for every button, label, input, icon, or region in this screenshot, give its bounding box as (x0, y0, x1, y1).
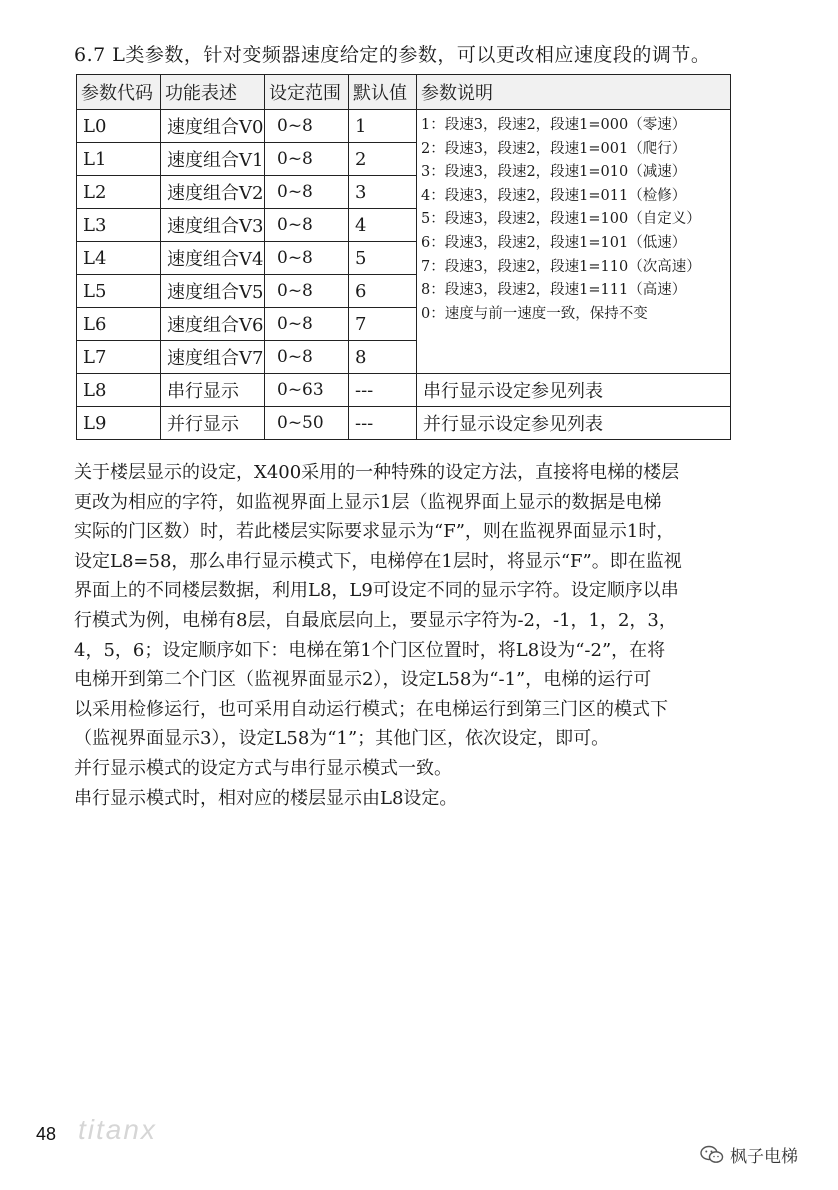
header-function: 功能表述 (161, 75, 265, 110)
param-default: --- (349, 407, 417, 440)
paragraph-line: （监视界面显示3），设定L58为“1”；其他门区，依次设定，即可。 (74, 728, 610, 750)
note-line: 4：段速3，段速2，段速1=011（检修） (421, 187, 687, 204)
param-code: L7 (77, 341, 161, 374)
param-range: 0~8 (265, 308, 349, 341)
wechat-icon (700, 1145, 724, 1165)
paragraph-line: 串行显示模式时，相对应的楼层显示由L8设定。 (74, 787, 458, 809)
param-default: 4 (349, 209, 417, 242)
param-range: 0~8 (265, 209, 349, 242)
paragraph-line: 界面上的不同楼层数据，利用L8，L9可设定不同的显示字符。设定顺序以串 (74, 580, 679, 602)
param-code: L3 (77, 209, 161, 242)
param-code: L1 (77, 143, 161, 176)
param-range: 0~8 (265, 143, 349, 176)
param-function: 速度组合V7 (161, 341, 265, 374)
table-header-row (77, 75, 731, 110)
param-default: 6 (349, 275, 417, 308)
note-line: 5：段速3，段速2，段速1=100（自定义） (421, 211, 701, 228)
param-range: 0~8 (265, 341, 349, 374)
param-range: 0~8 (265, 110, 349, 143)
paragraph-line: 关于楼层显示的设定，X400采用的一种特殊的设定方法，直接将电梯的楼层 (74, 462, 680, 483)
table-row (77, 407, 731, 440)
paragraph-line: 以采用检修运行，也可采用自动运行模式；在电梯运行到第三门区的模式下 (74, 698, 668, 720)
param-function: 速度组合V5 (161, 275, 265, 308)
param-range: 0~63 (265, 374, 349, 407)
param-description: 并行显示设定参见列表 (417, 407, 731, 440)
note-line: 3：段速3，段速2，段速1=010（减速） (421, 164, 687, 181)
table-row (77, 374, 731, 407)
param-function: 速度组合V2 (161, 176, 265, 209)
speed-combination-notes (417, 110, 731, 374)
paragraph-line: 4，5，6；设定顺序如下：电梯在第1个门区位置时，将L8设为“-2”，在将 (74, 639, 666, 661)
param-code: L9 (77, 407, 161, 440)
paragraph-line: 实际的门区数）时，若此楼层实际要求显示为“F”，则在监视界面显示1时， (74, 521, 675, 543)
param-function: 速度组合V3 (161, 209, 265, 242)
note-line: 0：速度与前一速度一致，保持不变 (421, 305, 648, 322)
param-code: L4 (77, 242, 161, 275)
paragraph-line: 行模式为例，电梯有8层，自最底层向上，要显示字符为-2，-1，1，2，3， (74, 609, 677, 631)
parameter-table (76, 74, 731, 440)
param-default: 5 (349, 242, 417, 275)
param-range: 0~8 (265, 275, 349, 308)
param-default: 3 (349, 176, 417, 209)
param-range: 0~8 (265, 242, 349, 275)
page-number: 48 (36, 1124, 57, 1144)
note-line: 1：段速3，段速2，段速1=000（零速） (421, 117, 687, 133)
param-range: 0~8 (265, 176, 349, 209)
param-code: L6 (77, 308, 161, 341)
param-function: 速度组合V6 (161, 308, 265, 341)
paragraph-line: 设定L8=58，那么串行显示模式下，电梯停在1层时，将显示“F”。即在监视 (74, 550, 682, 572)
param-function: 速度组合V0 (161, 110, 265, 143)
param-function: 速度组合V4 (161, 242, 265, 275)
header-default: 默认值 (349, 75, 417, 110)
paragraph-line: 电梯开到第二个门区（监视界面显示2），设定L58为“-1”，电梯的运行可 (74, 669, 652, 691)
param-code: L8 (77, 374, 161, 407)
table-row (77, 110, 731, 143)
header-code: 参数代码 (77, 75, 161, 110)
param-default: 7 (349, 308, 417, 341)
floor-display-explanation (74, 458, 754, 813)
param-function: 并行显示 (161, 407, 265, 440)
param-default: --- (349, 374, 417, 407)
section-heading: 6.7 L类参数，针对变频器速度给定的参数，可以更改相应速度段的调节。 (74, 44, 711, 66)
param-function: 速度组合V1 (161, 143, 265, 176)
header-description: 参数说明 (417, 75, 731, 110)
param-code: L2 (77, 176, 161, 209)
param-function: 串行显示 (161, 374, 265, 407)
watermark: titanx (78, 1114, 157, 1145)
note-line: 2：段速3，段速2，段速1=001（爬行） (421, 140, 687, 157)
param-default: 2 (349, 143, 417, 176)
param-code: L0 (77, 110, 161, 143)
param-description: 串行显示设定参见列表 (417, 374, 731, 407)
paragraph-line: 更改为相应的字符，如监视界面上显示1层（监视界面上显示的数据是电梯 (74, 491, 662, 513)
note-line: 6：段速3，段速2，段速1=101（低速） (421, 234, 687, 251)
paragraph-line: 并行显示模式的设定方式与串行显示模式一致。 (74, 757, 452, 779)
account-name: 枫子电梯 (730, 1147, 798, 1167)
param-default: 1 (349, 110, 417, 143)
param-range: 0~50 (265, 407, 349, 440)
note-line: 7：段速3，段速2，段速1=110（次高速） (421, 258, 701, 275)
account-tag (700, 1142, 798, 1167)
note-line: 8：段速3，段速2，段速1=111（高速） (421, 282, 687, 299)
param-default: 8 (349, 341, 417, 374)
param-code: L5 (77, 275, 161, 308)
header-range: 设定范围 (265, 75, 349, 110)
